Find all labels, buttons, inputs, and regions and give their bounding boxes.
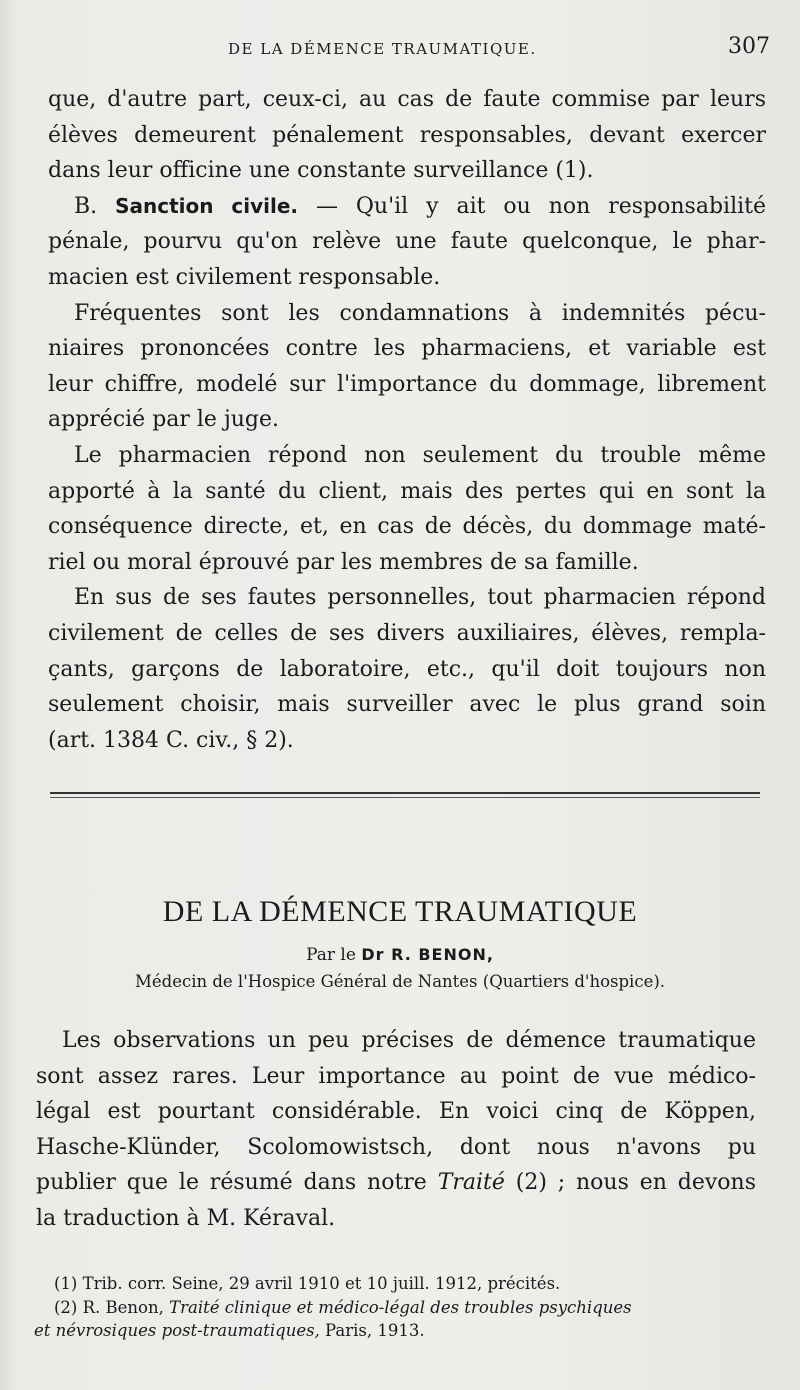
previous-article-continuation — [48, 82, 766, 758]
text-line: En sus de ses fautes personnelles, tout pharmacien répond — [74, 585, 766, 611]
article-body — [36, 1023, 756, 1236]
italic-title: et névrosiques post-traumatiques, — [34, 1321, 320, 1340]
section-b-heading-line — [48, 189, 766, 225]
text-line: sont assez rares. Leur importance au point de vue médico- — [36, 1063, 756, 1089]
text-line: (art. 1384 C. civ., § 2). — [48, 727, 294, 753]
text-line: Le pharmacien répond non seulement du trouble même — [74, 442, 766, 468]
text-fragment: publier que le résumé dans notre — [36, 1170, 427, 1195]
italic-title: Traité — [437, 1170, 505, 1195]
italic-title: Traité clinique et médico-légal des troubles psychiques — [169, 1297, 632, 1317]
article-title: DE LA DÉMENCE TRAUMATIQUE — [162, 895, 638, 928]
text-fragment: Paris, 1913. — [325, 1321, 425, 1340]
text-line: Fréquentes sont les condamnations à indemnités pécu- — [74, 300, 766, 326]
section-b-label: B. — [74, 193, 98, 219]
text-line: Hasche-Klünder, Scolomowistsch, dont nous n'avons pu — [36, 1134, 756, 1160]
section-b-text: — Qu'il y ait ou non responsabilité — [315, 193, 767, 219]
text-line: macien est civilement responsable. — [48, 264, 441, 290]
running-head-title: DE LA DÉMENCE TRAUMATIQUE. — [228, 40, 537, 58]
footnote-1: (1) Trib. corr. Seine, 29 avril 1910 et 10 juill. 1912, précités. — [54, 1274, 561, 1293]
text-line: dans leur officine une constante surveillance (1). — [48, 158, 594, 184]
text-line: civilement de celles de ses divers auxiliaires, élèves, rempla- — [48, 620, 766, 646]
text-line: la traduction à M. Kéraval. — [36, 1205, 336, 1231]
text-line: çants, garçons de laboratoire, etc., qu'il doit toujours non — [48, 656, 766, 682]
section-divider-rule — [50, 792, 760, 798]
byline-prefix: Par le — [306, 945, 356, 965]
text-line: riel ou moral éprouvé par les membres de sa famille. — [48, 549, 639, 575]
footnote-2 — [34, 1296, 764, 1320]
text-line: élèves demeurent pénalement responsables, devant exercer — [48, 122, 766, 148]
text-line: que, d'autre part, ceux-ci, au cas de faute commise par leurs — [48, 87, 766, 112]
text-line: Les observations un peu précises de démence traumatique — [62, 1028, 756, 1053]
page-number: 307 — [728, 34, 770, 59]
author-name: Dr R. BENON, — [361, 945, 494, 964]
text-line: apprécié par le juge. — [48, 407, 280, 433]
text-line: apporté à la santé du client, mais des pertes qui en sont la — [48, 478, 766, 504]
footnotes — [34, 1272, 764, 1343]
text-line: pénale, pourvu qu'on relève une faute quelconque, le phar- — [48, 229, 766, 255]
byline — [0, 945, 800, 965]
author-affiliation: Médecin de l'Hospice Général de Nantes (Quartiers d'hospice). — [134, 972, 666, 991]
text-line — [36, 1165, 756, 1201]
text-line: niaires prononcées contre les pharmaciens, et variable est — [48, 336, 766, 362]
footnote-2-continuation — [34, 1319, 764, 1343]
text-fragment: (2) R. Benon, — [54, 1297, 164, 1317]
text-line: conséquence directe, et, en cas de décès, du dommage maté- — [48, 514, 766, 540]
text-line: légal est pourtant considérable. En voici cinq de Köppen, — [36, 1099, 756, 1124]
text-line: seulement choisir, mais surveiller avec le plus grand soin — [48, 692, 766, 718]
text-line: leur chiffre, modelé sur l'importance du dommage, librement — [48, 371, 766, 397]
text-fragment: (2) ; nous en devons — [515, 1170, 757, 1195]
section-b-title: Sanction civile. — [115, 193, 299, 218]
